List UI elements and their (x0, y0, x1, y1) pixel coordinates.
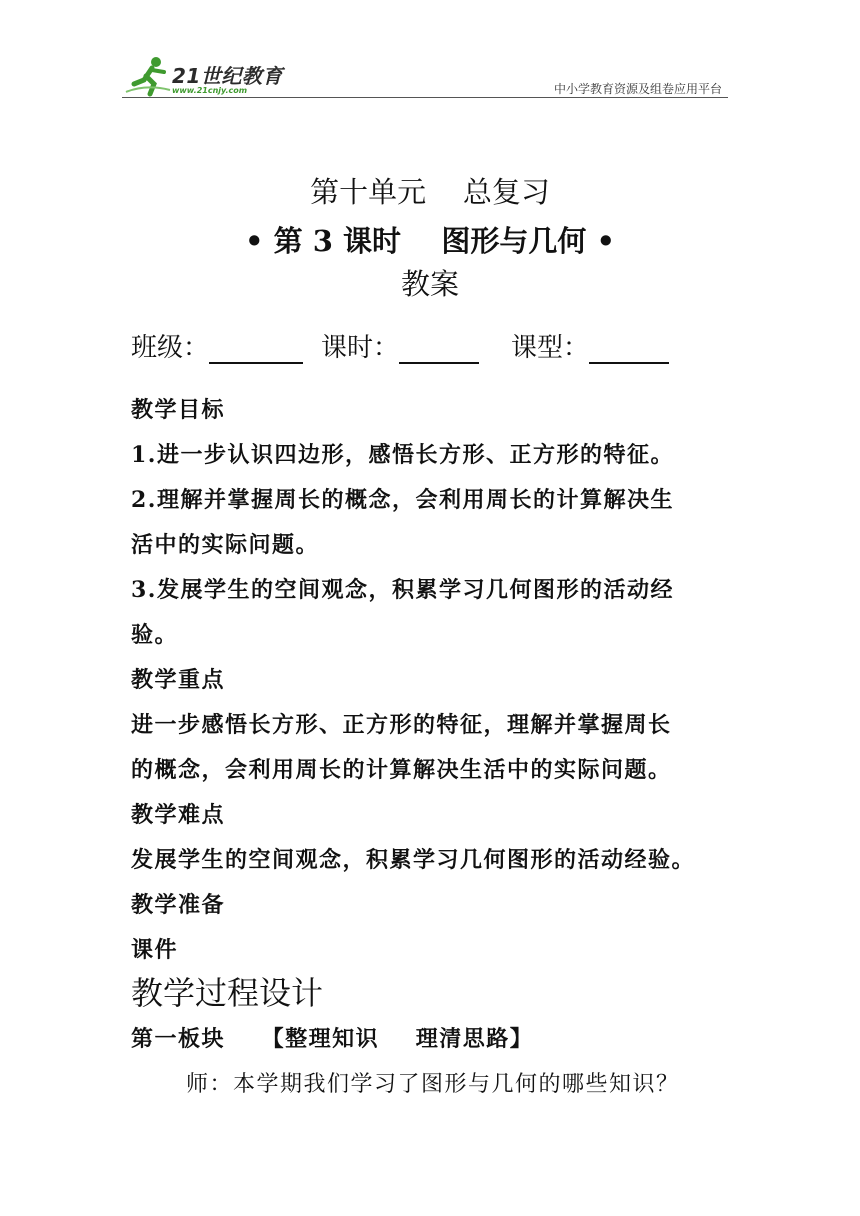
objective-item-3-line-2: 验。 (131, 622, 179, 648)
doc-type-title: 教案 (400, 267, 459, 301)
platform-text: 中小学教育资源及组卷应用平台 (553, 82, 722, 96)
logo-brand-text: 21世纪教育 (172, 64, 283, 88)
logo (122, 54, 292, 98)
logo-url-text: www.21cnjy.com (172, 86, 248, 95)
lesson-label: 课时： (321, 333, 400, 363)
objective-item-2-line-1: 2.理解并掌握周长的概念，会利用周长的计算解决生 (131, 487, 674, 513)
objective-item-1: 1.进一步认识四边形，感悟长方形、正方形的特征。 (131, 442, 674, 468)
lesson-blank (399, 332, 479, 364)
process-heading: 教学过程设计 (131, 974, 324, 1012)
objective-item-3-line-1: 3.发展学生的空间观念，积累学习几何图形的活动经 (131, 577, 674, 603)
header-divider (122, 97, 728, 98)
objectives-heading: 教学目标 (131, 397, 226, 423)
objective-item-2-line-2: 活中的实际问题。 (131, 532, 320, 558)
difficulties-heading: 教学难点 (131, 802, 226, 828)
class-blank (209, 332, 303, 364)
page-header (122, 50, 728, 102)
type-blank (589, 332, 669, 364)
unit-title: 第十单元 总复习 (310, 175, 550, 209)
key-points-heading: 教学重点 (131, 667, 226, 693)
difficulties-line-1: 发展学生的空间观念，积累学习几何图形的活动经验。 (131, 847, 696, 873)
lesson-title: • 第 3 课时 图形与几何 • (244, 224, 616, 258)
key-points-line-1: 进一步感悟长方形、正方形的特征，理解并掌握周长 (131, 712, 672, 738)
class-label: 班级： (131, 333, 210, 363)
type-label: 课型： (511, 333, 590, 363)
runner-logo-icon (122, 54, 172, 98)
key-points-line-2: 的概念，会利用周长的计算解决生活中的实际问题。 (131, 757, 672, 783)
teacher-question: 师：本学期我们学习了图形与几何的哪些知识？ (186, 1072, 680, 1097)
preparation-heading: 教学准备 (131, 892, 226, 918)
info-row (131, 327, 669, 364)
preparation-content: 课件 (131, 937, 179, 963)
block-1-heading: 第一板块 【整理知识 理清思路】 (131, 1026, 534, 1052)
